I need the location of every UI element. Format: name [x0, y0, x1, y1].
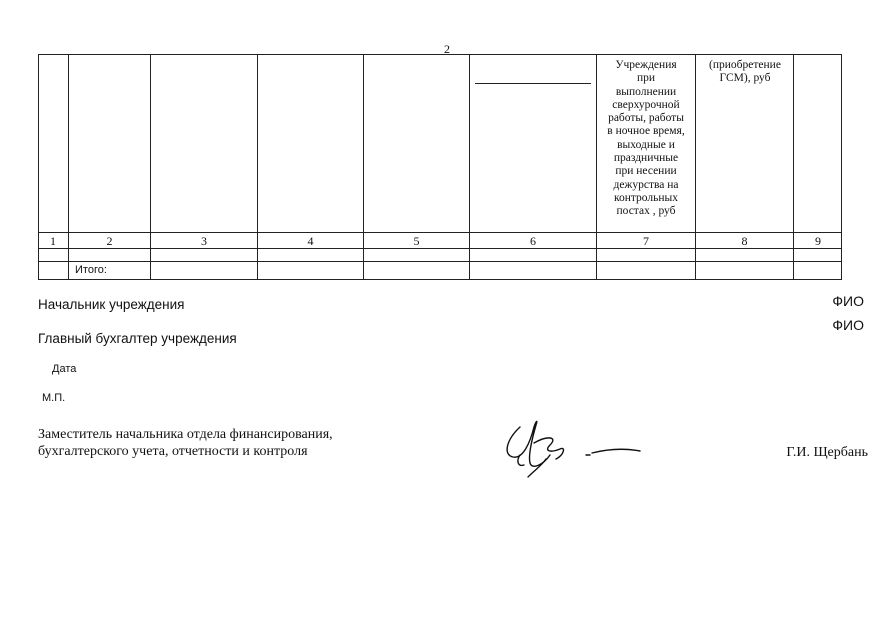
column-number-8: 8 — [741, 234, 748, 248]
deputy-name: Г.И. Щербань — [786, 445, 868, 460]
deputy-title — [38, 426, 333, 460]
column-number-7: 7 — [643, 234, 649, 248]
head-name: ФИО — [832, 293, 864, 309]
page-number: 2 — [444, 42, 450, 56]
deputy-title-line1: Заместитель начальника отдела финансирования, — [38, 427, 333, 442]
head-title: Начальник учреждения — [38, 297, 185, 312]
column-number-2: 2 — [106, 234, 113, 248]
col7-header: Учреждения при выполнении сверхурочной работы, работы в ночное время, выходные и праздничные при несении дежурства на контрольных постах , руб — [607, 59, 685, 218]
column-number-6: 6 — [530, 234, 536, 248]
handwritten-signature — [498, 415, 648, 485]
column-number-5: 5 — [413, 234, 420, 248]
column-number-1: 1 — [50, 234, 56, 248]
stamp-label: М.П. — [42, 392, 66, 404]
date-label: Дата — [52, 363, 77, 375]
col8-header: (приобретение ГСМ), руб — [709, 59, 781, 85]
column-number-4: 4 — [307, 234, 314, 248]
report-table — [38, 54, 842, 280]
column-number-9: 9 — [815, 234, 821, 248]
total-label: Итого: — [75, 264, 107, 276]
accountant-title: Главный бухгалтер учреждения — [38, 331, 237, 346]
column-number-3: 3 — [201, 234, 207, 248]
accountant-name: ФИО — [832, 317, 864, 333]
deputy-title-line2: бухгалтерского учета, отчетности и контроля — [38, 444, 308, 459]
